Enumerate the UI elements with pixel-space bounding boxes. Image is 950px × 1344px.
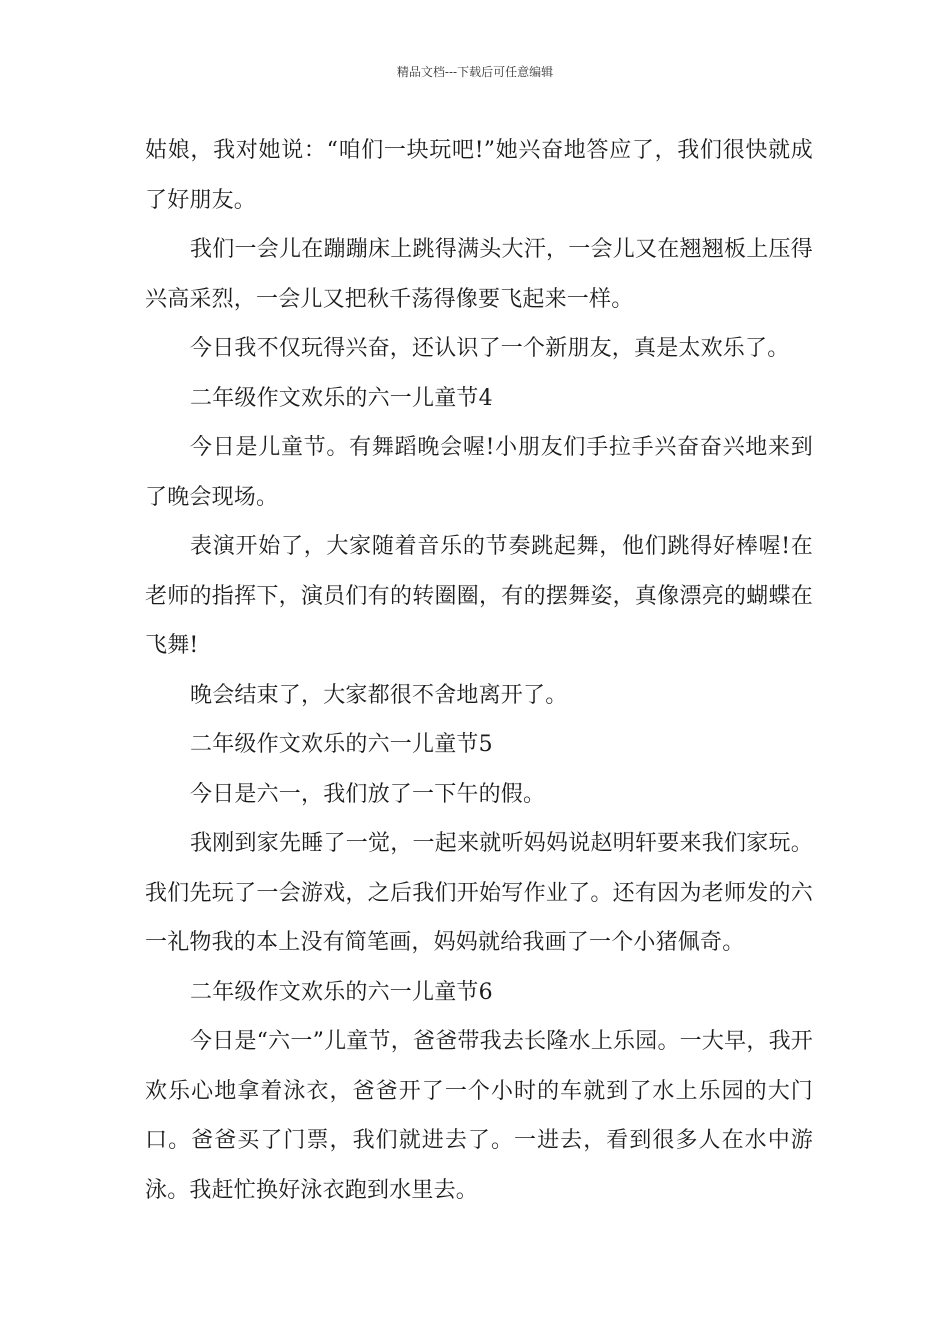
section-heading: 二年级作文欢乐的六一儿童节5 [190,732,493,757]
paragraph: 今日我不仅玩得兴奋，还认识了一个新朋友，真是太欢乐了。 [190,336,790,361]
paragraph: 姑娘，我对她说：“咱们一块玩吧!”她兴奋地答应了，我们很快就成了好朋友。 [145,138,813,213]
paragraph: 表演开始了，大家随着音乐的节奏跳起舞，他们跳得好棒喔!在老师的指挥下，演员们有的转圈圈，有的摆舞姿，真像漂亮的蝴蝶在飞舞! [145,534,813,658]
page-header: 精品文档---下载后可任意编辑 [396,65,554,79]
paragraph: 我刚到家先睡了一觉，一起来就听妈妈说赵明轩要来我们家玩。我们先玩了一会游戏，之后我们开始写作业了。还有因为老师发的六一礼物我的本上没有简笔画，妈妈就给我画了一个小猪佩奇。 [145,831,813,955]
section-heading: 二年级作文欢乐的六一儿童节4 [190,385,493,411]
paragraph: 今日是儿童节。有舞蹈晚会喔!小朋友们手拉手兴奋奋兴地来到了晚会现场。 [145,435,813,510]
paragraph: 今日是“六一”儿童节，爸爸带我去长隆水上乐园。一大早，我开欢乐心地拿着泳衣，爸爸开了一个小时的车就到了水上乐园的大门口。爸爸买了门票，我们就进去了。一进去，看到很多人在水中游泳。我赶忙换好泳衣跑到水里去。 [145,1029,813,1203]
document-body [145,126,813,1215]
paragraph: 我们一会儿在蹦蹦床上跳得满头大汗，一会儿又在翘翘板上压得兴高采烈，一会儿又把秋千荡得像要飞起来一样。 [145,237,813,312]
paragraph: 晚会结束了，大家都很不舍地离开了。 [190,682,568,708]
paragraph: 今日是六一，我们放了一下午的假。 [190,781,546,807]
section-heading: 二年级作文欢乐的六一儿童节6 [190,979,493,1005]
